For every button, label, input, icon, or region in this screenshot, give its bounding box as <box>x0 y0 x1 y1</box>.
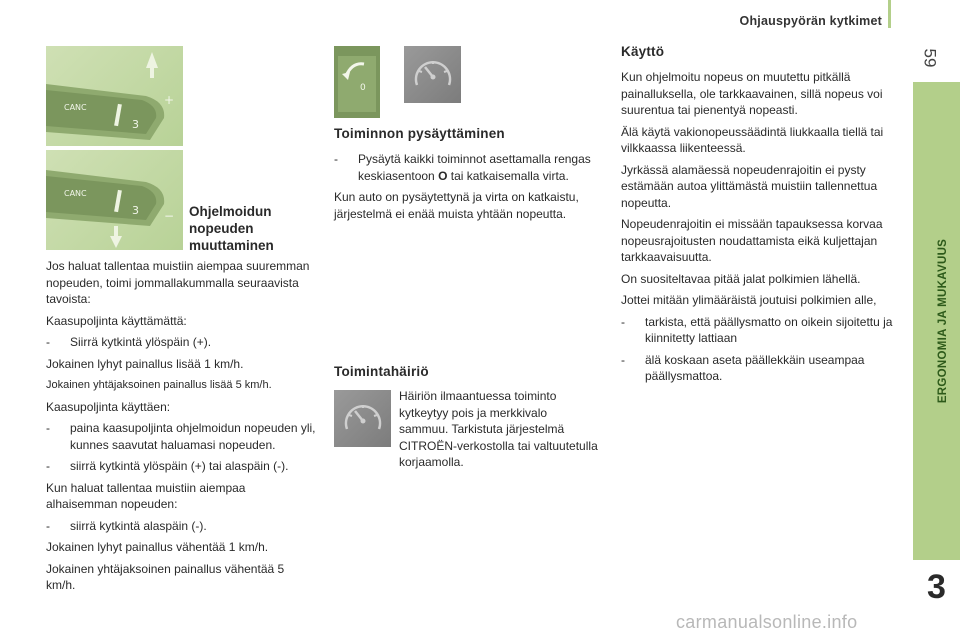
paragraph: Jokainen yhtäjaksoinen painallus vähentää 5 km/h. <box>46 561 285 592</box>
ring-position-o: O <box>438 168 448 183</box>
list-item: - Siirrä kytkintä ylöspäin (+). <box>46 335 212 349</box>
paragraph: Jos haluat tallentaa muistiin aiempaa suuremman nopeuden, toimi jommallakummalla seuraavista tavoista: <box>46 259 310 306</box>
heading-usage: Käyttö <box>621 44 665 59</box>
heading-malfunction: Toimintahäiriö <box>334 364 429 379</box>
paragraph: Kaasupoljinta käyttäen: <box>46 399 171 414</box>
page-number: 59 <box>920 48 940 68</box>
stalk-off-photo <box>334 46 380 118</box>
paragraph: Älä käytä vakionopeussäädintä liukkaalla tiellä tai vilkkaassa liikenteessä. <box>621 124 884 155</box>
watermark: carmanualsonline.info <box>676 612 858 632</box>
text-part: tai katkaisemalla virta. <box>447 168 569 183</box>
speed-limiter-fault-icon <box>341 397 385 441</box>
column-1 <box>46 258 316 599</box>
paragraph: Jokainen yhtäjaksoinen painallus lisää 5 km/h. <box>46 379 272 391</box>
svg-text:+: + <box>164 93 175 107</box>
paragraph: Kun auto on pysäytettynä ja virta on katkaistu, järjestelmä ei enää muista yhtään nopeutta. <box>334 190 579 221</box>
list-item-text: Siirrä kytkintä ylöspäin (+). <box>70 335 212 349</box>
list-item: - siirrä kytkintä ylöspäin (+) tai alaspäin (-). <box>46 459 289 473</box>
speedometer-icon <box>404 46 461 103</box>
column-3 <box>621 69 901 390</box>
speed-limiter-icon <box>411 53 455 97</box>
list-item-text: siirrä kytkintä alaspäin (-). <box>70 518 207 533</box>
svg-text:0: 0 <box>360 83 366 93</box>
paragraph: Nopeudenrajoitin ei missään tapauksessa korvaa nopeusrajoitusten noudattamista eikä kuljettajan tarkkaavaisuutta. <box>621 217 883 264</box>
stalk-down-photo <box>46 150 183 250</box>
list-item-text: paina kaasupoljinta ohjelmoidun nopeuden yli, kunnes saavutat haluamasi nopeuden. <box>70 421 316 452</box>
svg-text:CANC: CANC <box>64 103 87 112</box>
heading-programmed-speed <box>189 203 309 254</box>
svg-text:−: − <box>164 209 175 223</box>
column-2-top <box>334 151 602 227</box>
fault-speedometer-icon <box>334 390 391 447</box>
stalk-up-photo <box>46 46 183 146</box>
paragraph: Jokainen lyhyt painallus lisää 1 km/h. <box>46 356 244 371</box>
text-part: Pysäytä kaikki toiminnot asettamalla rengas keskiasentoon <box>358 152 591 183</box>
list-item-text: tarkista, että päällysmatto on oikein sijoitettu ja kiinnitetty lattiaan <box>645 314 893 345</box>
heading-line-1: Ohjelmoidun <box>189 204 272 219</box>
heading-line-3: muuttaminen <box>189 238 274 253</box>
chapter-number: 3 <box>927 567 946 606</box>
list-item: - Pysäytä kaikki toiminnot asettamalla rengas keskiasentoon O tai katkaisemalla virta. <box>334 151 602 184</box>
paragraph: Kaasupoljinta käyttämättä: <box>46 313 187 328</box>
stalk-ring-icon <box>334 46 380 118</box>
chapter-tab <box>913 82 960 560</box>
svg-text:CANC: CANC <box>64 189 87 198</box>
paragraph: Häiriön ilmaantuessa toiminto kytkeytyy pois ja merkkivalo sammuu. Tarkistuta järjestelmä CITROËN-verkostolla tai valtuutetulla korjaamolla. <box>399 389 598 469</box>
paragraph: Jokainen lyhyt painallus vähentää 1 km/h. <box>46 540 269 554</box>
fault-text <box>399 388 599 476</box>
list-item-text: älä koskaan aseta päällekkäin useampaa päällysmattoa. <box>645 352 865 383</box>
list-item-text <box>358 151 602 184</box>
list-item: - siirrä kytkintä alaspäin (-). <box>46 518 207 533</box>
paragraph: Kun ohjelmoitu nopeus on muutettu pitkällä painalluksella, ole tarkkaavainen, sillä nopeus voi suurentua tai pienentyä nopeasti. <box>621 70 883 117</box>
heading-stop-function: Toiminnon pysäyttäminen <box>334 126 505 141</box>
header-title: Ohjauspyörän kytkimet <box>739 14 882 28</box>
list-item: - paina kaasupoljinta ohjelmoidun nopeuden yli, kunnes saavutat haluamasi nopeuden. <box>46 421 316 452</box>
header-rule <box>888 0 891 28</box>
stalk-down-icon <box>46 150 183 250</box>
stalk-up-icon <box>46 46 183 146</box>
svg-text:3: 3 <box>132 204 139 217</box>
paragraph: On suositeltavaa pitää jalat polkimien lähellä. <box>621 271 861 286</box>
paragraph: Jottei mitään ylimääräistä joutuisi polkimien alle, <box>621 293 877 307</box>
list-item: - tarkista, että päällysmatto on oikein sijoitettu ja kiinnitetty lattiaan <box>621 314 901 347</box>
svg-text:3: 3 <box>132 118 139 131</box>
heading-line-2: nopeuden <box>189 221 254 236</box>
paragraph: Kun haluat tallentaa muistiin aiempaa alhaisemman nopeuden: <box>46 480 246 511</box>
paragraph: Jyrkässä alamäessä nopeudenrajoitin ei pysty estämään autoa ylittämästä muistiin tallennettua nopeutta. <box>621 162 878 210</box>
chapter-label: ERGONOMIA JA MUKAVUUS <box>936 238 949 404</box>
list-item: - älä koskaan aseta päällekkäin useampaa päällysmattoa. <box>621 352 901 385</box>
list-item-text: siirrä kytkintä ylöspäin (+) tai alaspäin (-). <box>70 459 289 473</box>
